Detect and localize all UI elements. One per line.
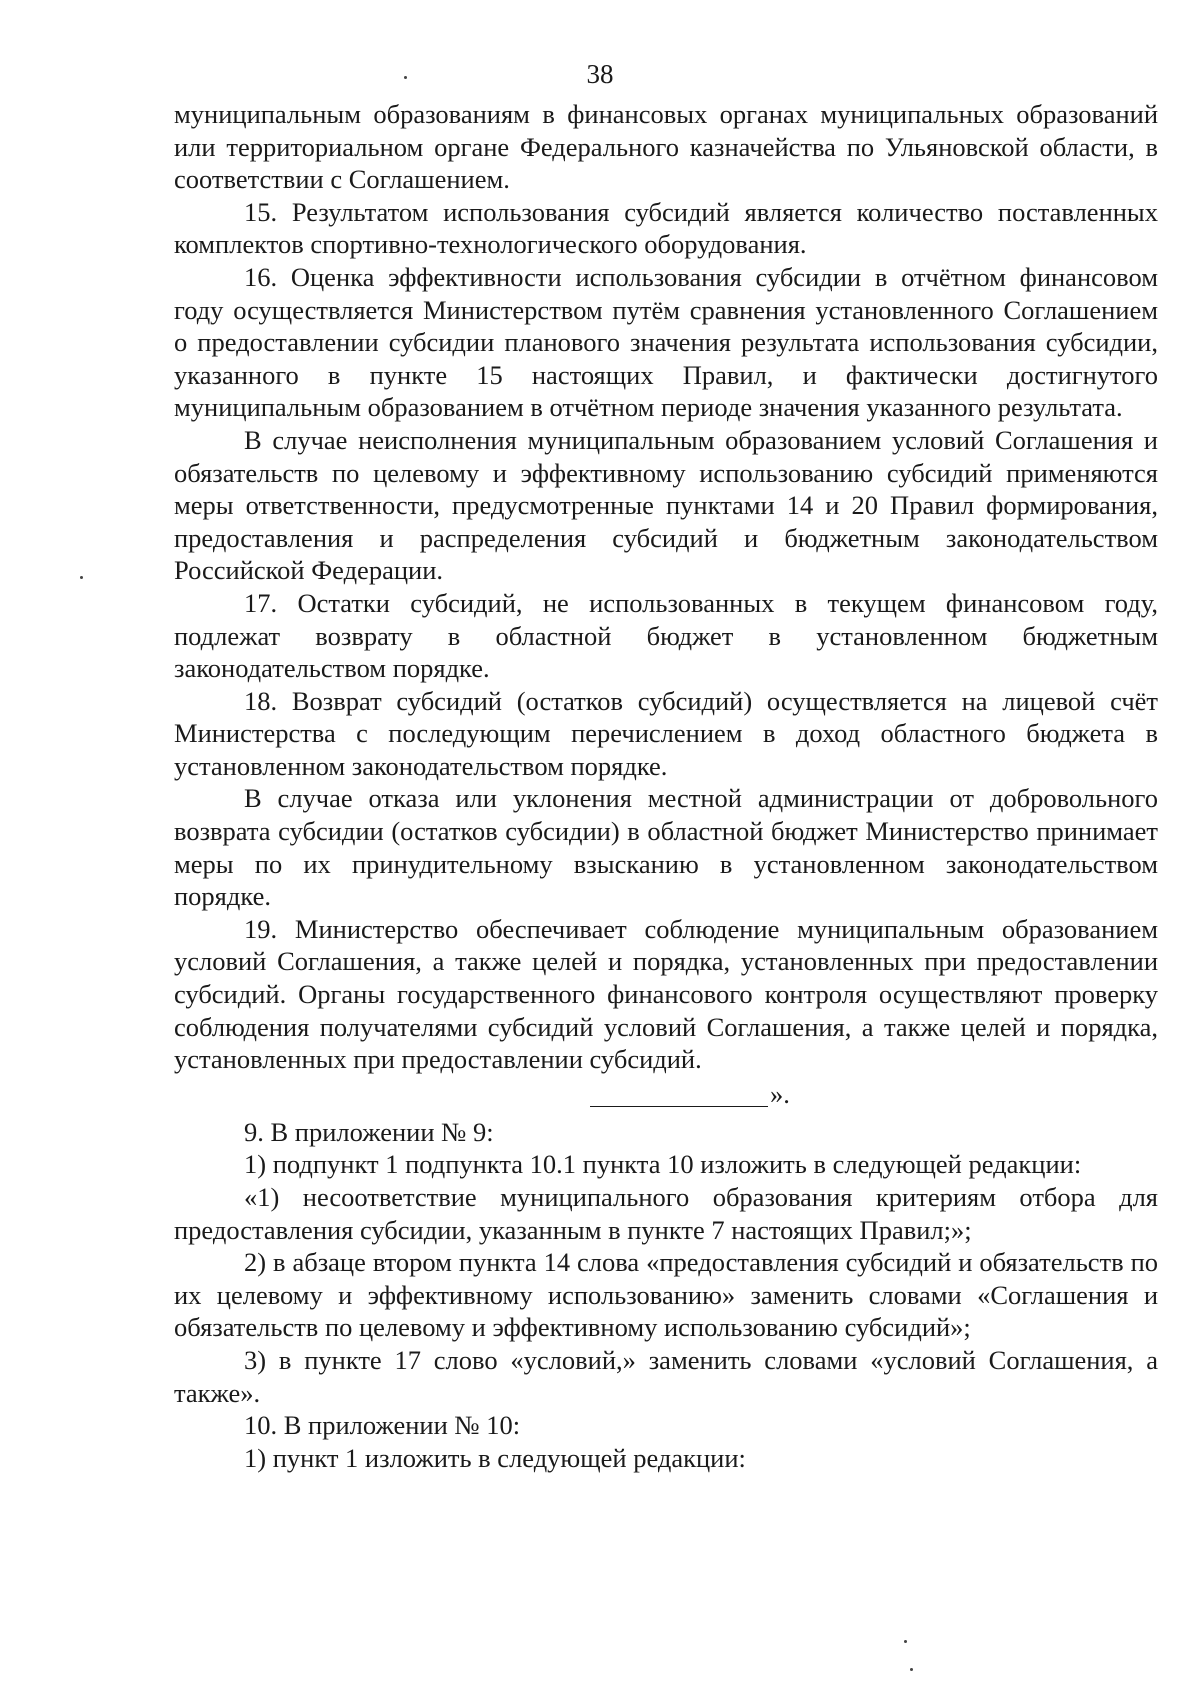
scan-speck xyxy=(910,1668,913,1671)
scan-speck xyxy=(904,1640,907,1643)
paragraph-continuation: муниципальным образованиям в финансовых органах муниципальных образований или территориальном органе Федерального казначейства по Ульяновской области, в соответствии с Соглашением. xyxy=(174,99,1158,195)
document-body xyxy=(174,98,1158,1474)
amendment-appendix-9-subitem-1: 1) подпункт 1 подпункта 10.1 пункта 10 изложить в следующей редакции: xyxy=(244,1149,1082,1180)
paragraph-item-16-responsibility: В случае неисполнения муниципальным образованием условий Соглашения и обязательств по целевому и эффективному использованию субсидий применяются меры ответственности, предусмотренные пунктами 14 и 20 Правил формирования, предоставления и распределения субсидий и бюджетным законодательством Российской Федерации. xyxy=(174,424,1158,586)
amendment-appendix-9-subitem-1-text: «1) несоответствие муниципального образования критериям отбора для предоставления субсидии, указанным в пункте 7 настоящих Правил;»; xyxy=(174,1182,1158,1245)
amendment-appendix-9-subitem-2: 2) в абзаце втором пункта 14 слова «предоставления субсидий и обязательств по их целевому и эффективному использованию» заменить словами «Соглашения и обязательств по целевому и эффективному использованию субсидий»; xyxy=(174,1247,1158,1343)
amendment-appendix-9-subitem-3: 3) в пункте 17 слово «условий,» заменить словами «условий Соглашения, а также». xyxy=(174,1344,1158,1408)
paragraph-item-17: 17. Остатки субсидий, не использованных в текущем финансовом году, подлежат возврату в областной бюджет в установленном бюджетным законодательством порядке. xyxy=(174,587,1158,684)
scan-speck xyxy=(80,576,83,579)
scan-speck xyxy=(404,76,407,79)
amendment-appendix-10-heading: 10. В приложении № 10: xyxy=(244,1410,521,1441)
paragraph-item-16: 16. Оценка эффективности использования субсидии в отчётном финансовом году осуществляется Министерством путём сравнения установленного Соглашением о предоставлении субсидии планового значения результата использования субсидии, указанного в пункте 15 настоящих Правил, и фактически достигнутого муниципальным образованием в отчётном периоде значения указанного результата. xyxy=(174,261,1158,423)
amendment-appendix-10-subitem-1: 1) пункт 1 изложить в следующей редакции: xyxy=(244,1442,746,1473)
paragraph-item-18-refusal: В случае отказа или уклонения местной администрации от добровольного возврата субсидии (остатков субсидии) в областной бюджет Министерство принимает меры по их принудительному взысканию в установленном законодательством порядке. xyxy=(174,783,1158,912)
paragraph-item-19: 19. Министерство обеспечивает соблюдение муниципальным образованием условий Соглашения, а также целей и порядка, установленных при предоставлении субсидий. Органы государственного финансового контроля осуществляют проверку соблюдения получателями субсидий условий Соглашения, а также целей и порядка, установленных при предоставлении субсидий. xyxy=(174,913,1158,1075)
paragraph-item-18: 18. Возврат субсидий (остатков субсидий) осуществляется на лицевой счёт Министерства с последующим перечислением в доход областного бюджета в установленном законодательством порядке. xyxy=(174,685,1158,781)
closing-quote-line xyxy=(174,1076,1158,1116)
closing-rule xyxy=(590,1106,768,1107)
closing-quote-mark: ». xyxy=(770,1078,790,1109)
paragraph-item-15: 15. Результатом использования субсидий является количество поставленных комплектов спортивно-технологического оборудования. xyxy=(174,196,1158,260)
page-number: 38 xyxy=(586,59,614,89)
amendment-appendix-9-heading: 9. В приложении № 9: xyxy=(244,1116,494,1147)
